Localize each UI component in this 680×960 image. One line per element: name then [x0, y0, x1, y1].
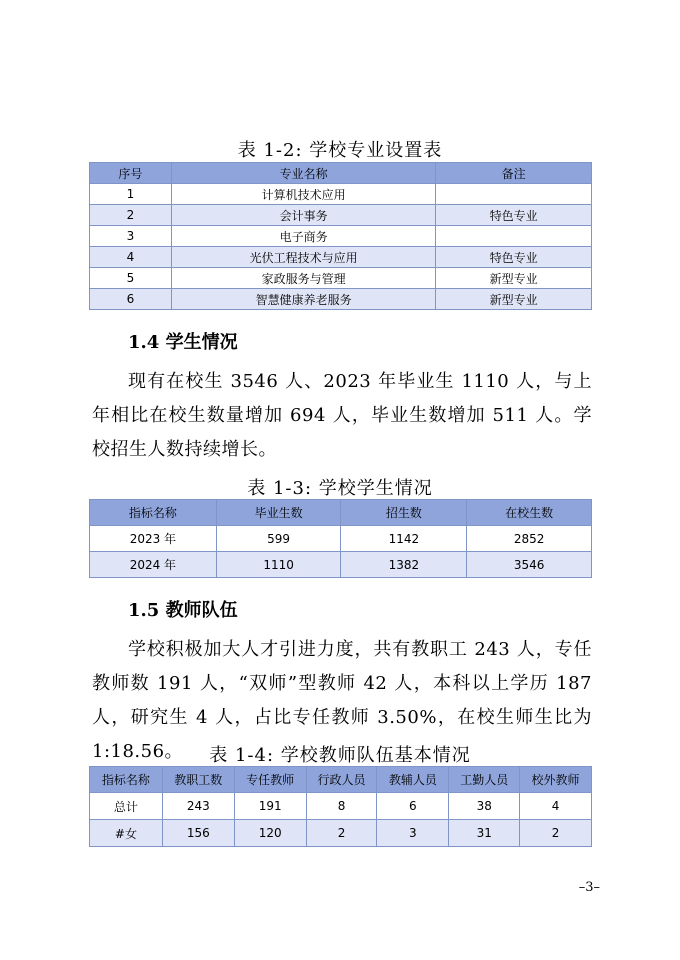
header-cell: 指标名称 — [90, 500, 217, 526]
table-cell: 599 — [216, 526, 341, 552]
header-cell: 专业名称 — [171, 163, 435, 184]
table-1-3-caption: 表 1-3: 学校学生情况 — [247, 478, 433, 499]
header-cell: 招生数 — [341, 500, 467, 526]
table-cell: 2 — [90, 205, 172, 226]
table-cell: 38 — [449, 793, 520, 820]
page-number: –3– — [578, 880, 600, 895]
table-row — [90, 247, 592, 268]
header-cell: 教职工数 — [162, 767, 234, 793]
table-row — [90, 289, 592, 310]
table-cell: 2 — [306, 820, 377, 847]
header-cell: 专任教师 — [234, 767, 306, 793]
table-cell: 156 — [162, 820, 234, 847]
teacher-stats-table — [89, 766, 592, 847]
table-cell: 智慧健康养老服务 — [171, 289, 435, 310]
table-header-row — [90, 163, 592, 184]
table-header-row — [90, 500, 592, 526]
header-cell: 行政人员 — [306, 767, 377, 793]
table-row — [90, 820, 592, 847]
table-cell: 电子商务 — [171, 226, 435, 247]
header-cell: 备注 — [436, 163, 592, 184]
header-cell: 毕业生数 — [216, 500, 341, 526]
table-cell: 会计事务 — [171, 205, 435, 226]
major-settings-table — [89, 162, 592, 310]
table-cell: 家政服务与管理 — [171, 268, 435, 289]
table-cell: #女 — [90, 820, 163, 847]
table-row — [90, 184, 592, 205]
table-cell — [436, 226, 592, 247]
table-cell: 4 — [90, 247, 172, 268]
table-row — [90, 526, 592, 552]
table-cell: 总计 — [90, 793, 163, 820]
header-cell: 序号 — [90, 163, 172, 184]
table-cell: 4 — [520, 793, 592, 820]
table-1-4-caption: 表 1-4: 学校教师队伍基本情况 — [209, 745, 471, 766]
table-cell: 8 — [306, 793, 377, 820]
table-cell: 243 — [162, 793, 234, 820]
table-cell: 31 — [449, 820, 520, 847]
table-cell: 120 — [234, 820, 306, 847]
table-cell: 1110 — [216, 552, 341, 578]
students-paragraph: 现有在校生 3546 人、2023 年毕业生 1110 人，与上年相比在校生数量增加 694 人，毕业生数增加 511 人。学校招生人数持续增长。 — [92, 371, 592, 460]
table-1-2-caption: 表 1-2: 学校专业设置表 — [237, 140, 443, 161]
table-row — [90, 226, 592, 247]
table-cell: 191 — [234, 793, 306, 820]
header-cell: 工勤人员 — [449, 767, 520, 793]
student-stats-table — [89, 499, 592, 578]
table-cell: 6 — [90, 289, 172, 310]
table-cell: 3 — [377, 820, 449, 847]
header-cell: 校外教师 — [520, 767, 592, 793]
table-cell: 2852 — [467, 526, 592, 552]
table-cell: 3 — [90, 226, 172, 247]
section-title-students: 1.4 学生情况 — [128, 332, 238, 353]
table-cell: 2023 年 — [90, 526, 217, 552]
table-cell: 计算机技术应用 — [171, 184, 435, 205]
table-row — [90, 552, 592, 578]
header-cell: 指标名称 — [90, 767, 163, 793]
table-cell: 3546 — [467, 552, 592, 578]
table-cell: 特色专业 — [436, 205, 592, 226]
header-cell: 教辅人员 — [377, 767, 449, 793]
table-header-row — [90, 767, 592, 793]
table-row — [90, 268, 592, 289]
table-cell: 特色专业 — [436, 247, 592, 268]
table-cell: 5 — [90, 268, 172, 289]
table-cell: 新型专业 — [436, 289, 592, 310]
teachers-paragraph: 学校积极加大人才引进力度，共有教职工 243 人，专任教师数 191 人，“双师”型教师 42 人，本科以上学历 187 人，研究生 4 人，占比专任教师 3.50%，在校生师生比为 1:18.56。 — [92, 639, 592, 762]
table-row — [90, 205, 592, 226]
table-cell: 光伏工程技术与应用 — [171, 247, 435, 268]
table-cell: 1 — [90, 184, 172, 205]
header-cell: 在校生数 — [467, 500, 592, 526]
table-cell: 1382 — [341, 552, 467, 578]
table-cell: 1142 — [341, 526, 467, 552]
table-cell: 2024 年 — [90, 552, 217, 578]
table-cell: 2 — [520, 820, 592, 847]
section-title-teachers: 1.5 教师队伍 — [128, 600, 238, 621]
table-cell: 新型专业 — [436, 268, 592, 289]
table-cell — [436, 184, 592, 205]
table-row — [90, 793, 592, 820]
table-cell: 6 — [377, 793, 449, 820]
